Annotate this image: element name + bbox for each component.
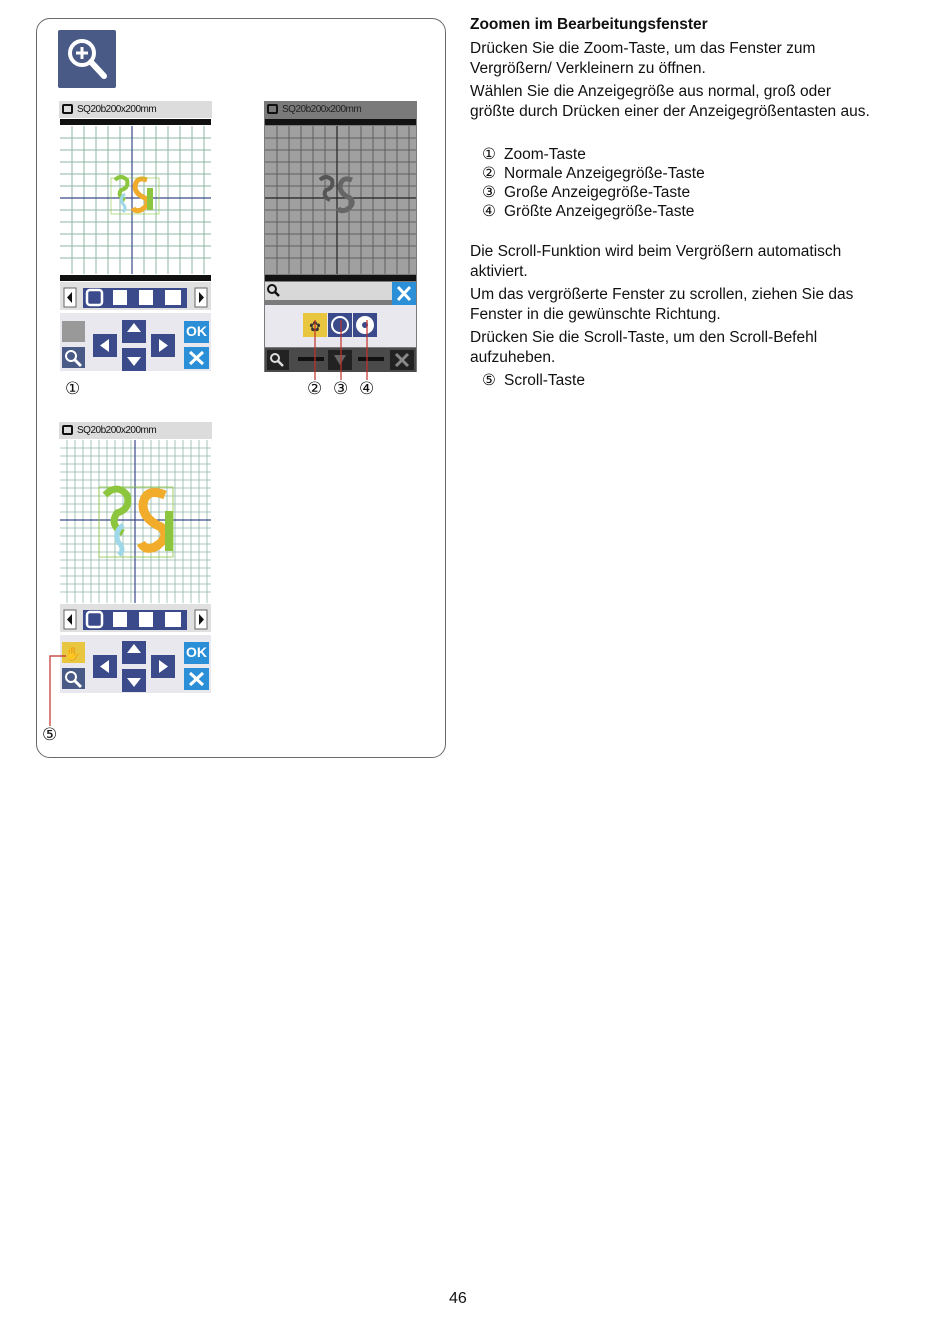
svg-text:✿: ✿	[309, 319, 321, 335]
paragraph-3: Die Scroll-Funktion wird beim Vergrößern automatisch aktiviert.	[470, 243, 842, 280]
list-item: ③ Große Anzeigegröße-Taste	[482, 184, 691, 201]
list-item: ② Normale Anzeigegröße-Taste	[482, 165, 705, 182]
paragraph-5: Drücken Sie die Scroll-Taste, um den Scroll-Befehl aufzuheben.	[470, 329, 818, 366]
hoop-title: SQ20b200x200mm	[282, 104, 362, 115]
hoop-title: SQ20b200x200mm	[77, 425, 157, 436]
callout-leader-5	[0, 640, 120, 740]
ok-button-label[interactable]: OK	[186, 644, 207, 660]
list-item: ① Zoom-Taste	[482, 146, 586, 163]
hoop-title: SQ20b200x200mm	[77, 104, 157, 115]
paragraph-1: Drücken Sie die Zoom-Taste, um das Fenster zum Vergrößern/ Verkleinern zu öffnen.	[470, 40, 816, 77]
page-number: 46	[449, 1290, 467, 1307]
section-heading: Zoomen im Bearbeitungsfenster	[470, 16, 708, 33]
callout-5: ⑤	[42, 725, 58, 744]
callout-4: ④	[359, 379, 375, 398]
list-item: ⑤ Scroll-Taste	[482, 372, 585, 389]
ok-button-label[interactable]: OK	[186, 323, 207, 339]
screen-title-bar	[59, 422, 212, 439]
paragraph-4: Um das vergrößerte Fenster zu scrollen, ziehen Sie das Fenster in die gewünschte Richtung.	[470, 286, 854, 323]
callout-3: ③	[333, 379, 349, 398]
paragraph-2: Wählen Sie die Anzeigegröße aus normal, groß oder größte durch Drücken einer der Anzeigegrößentasten aus.	[470, 83, 870, 120]
list-item: ④ Größte Anzeigegröße-Taste	[482, 203, 695, 220]
hoop-icon	[62, 425, 73, 435]
svg-text:✋: ✋	[64, 647, 82, 662]
callout-1: ①	[65, 379, 81, 398]
callout-2: ②	[307, 379, 323, 398]
